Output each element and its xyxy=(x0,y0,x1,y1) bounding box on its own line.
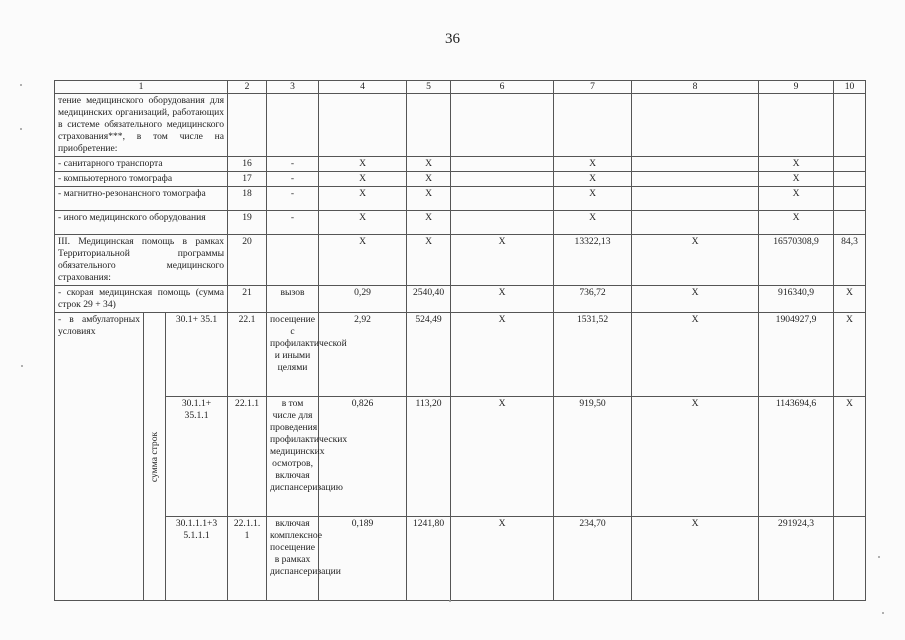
col-header-4: 4 xyxy=(319,81,407,94)
value-cell-c6 xyxy=(451,157,554,172)
value-cell-c4: Х xyxy=(319,187,407,211)
sum-rows-cell: 30.1.1.1+3 5.1.1.1 xyxy=(166,517,228,601)
table-row xyxy=(55,157,866,172)
value-cell-c7: 919,50 xyxy=(554,397,632,517)
row-label: - компьютерного томографа xyxy=(55,172,228,187)
value-cell-c5: Х xyxy=(407,187,451,211)
value-cell-c5: 113,20 xyxy=(407,397,451,517)
row-label: - иного медицинского оборудования xyxy=(55,211,228,235)
value-cell-c7: 13322,13 xyxy=(554,235,632,286)
value-cell-c9: Х xyxy=(759,157,834,172)
value-cell-c4: 0,189 xyxy=(319,517,407,601)
value-cell-c7: Х xyxy=(554,187,632,211)
row-number: 18 xyxy=(228,187,267,211)
value-cell-c4: Х xyxy=(319,172,407,187)
value-cell-c10: Х xyxy=(834,313,866,397)
value-cell-c4: Х xyxy=(319,235,407,286)
value-cell-c8 xyxy=(632,94,759,157)
column-number-row xyxy=(55,81,866,94)
row-number: 20 xyxy=(228,235,267,286)
value-cell-c10 xyxy=(834,211,866,235)
value-cell-c7: 736,72 xyxy=(554,286,632,313)
value-cell-c6 xyxy=(451,172,554,187)
value-cell-c7: Х xyxy=(554,157,632,172)
value-cell-c8 xyxy=(632,157,759,172)
value-cell-c10 xyxy=(834,94,866,157)
value-cell-c4: Х xyxy=(319,157,407,172)
unit-cell: вызов xyxy=(267,286,319,313)
value-cell-c6: Х xyxy=(451,313,554,397)
row-number: 16 xyxy=(228,157,267,172)
value-cell-c6 xyxy=(451,94,554,157)
value-cell-c6: Х xyxy=(451,235,554,286)
value-cell-c7: Х xyxy=(554,172,632,187)
value-cell-c5: 2540,40 xyxy=(407,286,451,313)
value-cell-c6: Х xyxy=(451,517,554,601)
unit-cell: в том числе для проведения профилактических медицинских осмотров, включая диспансеризацию xyxy=(267,397,319,517)
row-number: 21 xyxy=(228,286,267,313)
value-cell-c8: Х xyxy=(632,313,759,397)
value-cell-c10: Х xyxy=(834,397,866,517)
value-cell-c4 xyxy=(319,94,407,157)
unit-cell: включая комплексное посещение в рамках диспансеризации xyxy=(267,517,319,601)
col-header-6: 6 xyxy=(451,81,554,94)
table-row xyxy=(55,94,866,157)
row-label: III. Медицинская помощь в рамках Территориальной программы обязательного медицинского страхования: xyxy=(55,235,228,286)
table-row xyxy=(55,187,866,211)
value-cell-c8: Х xyxy=(632,517,759,601)
row-number: 22.1 xyxy=(228,313,267,397)
value-cell-c5: Х xyxy=(407,157,451,172)
value-cell-c10: 84,3 xyxy=(834,235,866,286)
value-cell-c5: Х xyxy=(407,235,451,286)
col-header-10: 10 xyxy=(834,81,866,94)
unit-cell: - xyxy=(267,187,319,211)
sum-rows-cell: 30.1.1+ 35.1.1 xyxy=(166,397,228,517)
value-cell-c10 xyxy=(834,187,866,211)
row-number: 17 xyxy=(228,172,267,187)
row-number: 22.1.1 xyxy=(228,397,267,517)
value-cell-c4: Х xyxy=(319,211,407,235)
row-number: 22.1.1. 1 xyxy=(228,517,267,601)
value-cell-c10: Х xyxy=(834,286,866,313)
value-cell-c6 xyxy=(451,211,554,235)
value-cell-c4: 2,92 xyxy=(319,313,407,397)
row-label: тение медицинского оборудования для медицинских организаций, работающих в системе обязательного медицинского страхования***, в том числе на приобретение: xyxy=(55,94,228,157)
value-cell-c7 xyxy=(554,94,632,157)
table-row xyxy=(55,235,866,286)
value-cell-c10 xyxy=(834,517,866,601)
unit-cell: - xyxy=(267,172,319,187)
value-cell-c9: 291924,3 xyxy=(759,517,834,601)
value-cell-c5: Х xyxy=(407,172,451,187)
value-cell-c8 xyxy=(632,211,759,235)
value-cell-c6: Х xyxy=(451,286,554,313)
value-cell-c8: Х xyxy=(632,235,759,286)
table-body xyxy=(55,81,866,601)
table-row xyxy=(55,286,866,313)
value-cell-c9: 916340,9 xyxy=(759,286,834,313)
value-cell-c9: 1143694,6 xyxy=(759,397,834,517)
value-cell-c9: Х xyxy=(759,172,834,187)
unit-cell: - xyxy=(267,157,319,172)
unit-cell: - xyxy=(267,211,319,235)
sum-rows-cell: 30.1+ 35.1 xyxy=(166,313,228,397)
value-cell-c9 xyxy=(759,94,834,157)
col-header-8: 8 xyxy=(632,81,759,94)
row-label: - скорая медицинская помощь (сумма строк 29 + 34) xyxy=(55,286,228,313)
ambulatory-label: - в амбулаторных условиях xyxy=(55,313,144,601)
table-row xyxy=(55,397,866,517)
unit-cell xyxy=(267,235,319,286)
value-cell-c9: 1904927,9 xyxy=(759,313,834,397)
value-cell-c8 xyxy=(632,187,759,211)
col-header-3: 3 xyxy=(267,81,319,94)
col-header-9: 9 xyxy=(759,81,834,94)
value-cell-c5: 1241,80 xyxy=(407,517,451,601)
row-number: 19 xyxy=(228,211,267,235)
col-header-7: 7 xyxy=(554,81,632,94)
table-row xyxy=(55,313,866,397)
value-cell-c5: Х xyxy=(407,211,451,235)
unit-cell: посещение с профилактической и иными целями xyxy=(267,313,319,397)
value-cell-c10 xyxy=(834,157,866,172)
page-number: 36 xyxy=(445,31,460,47)
row-number xyxy=(228,94,267,157)
vertical-label: сумма строк xyxy=(148,431,160,482)
value-cell-c5 xyxy=(407,94,451,157)
row-label: - санитарного транспорта xyxy=(55,157,228,172)
value-cell-c4: 0,826 xyxy=(319,397,407,517)
value-cell-c7: Х xyxy=(554,211,632,235)
value-cell-c8 xyxy=(632,172,759,187)
value-cell-c8: Х xyxy=(632,286,759,313)
value-cell-c7: 234,70 xyxy=(554,517,632,601)
unit-cell xyxy=(267,94,319,157)
row-label: - магнитно-резонансного томографа xyxy=(55,187,228,211)
value-cell-c9: 16570308,9 xyxy=(759,235,834,286)
value-cell-c6: Х xyxy=(451,397,554,517)
col-header-2: 2 xyxy=(228,81,267,94)
value-cell-c10 xyxy=(834,172,866,187)
col-header-1: 1 xyxy=(55,81,228,94)
table-row xyxy=(55,211,866,235)
value-cell-c9: Х xyxy=(759,211,834,235)
financing-table xyxy=(54,80,866,601)
value-cell-c5: 524,49 xyxy=(407,313,451,397)
value-cell-c8: Х xyxy=(632,397,759,517)
col-header-5: 5 xyxy=(407,81,451,94)
value-cell-c4: 0,29 xyxy=(319,286,407,313)
table-row xyxy=(55,172,866,187)
table-row xyxy=(55,517,866,601)
value-cell-c7: 1531,52 xyxy=(554,313,632,397)
value-cell-c9: Х xyxy=(759,187,834,211)
sum-rows-vertical-cell xyxy=(144,313,166,601)
value-cell-c6 xyxy=(451,187,554,211)
